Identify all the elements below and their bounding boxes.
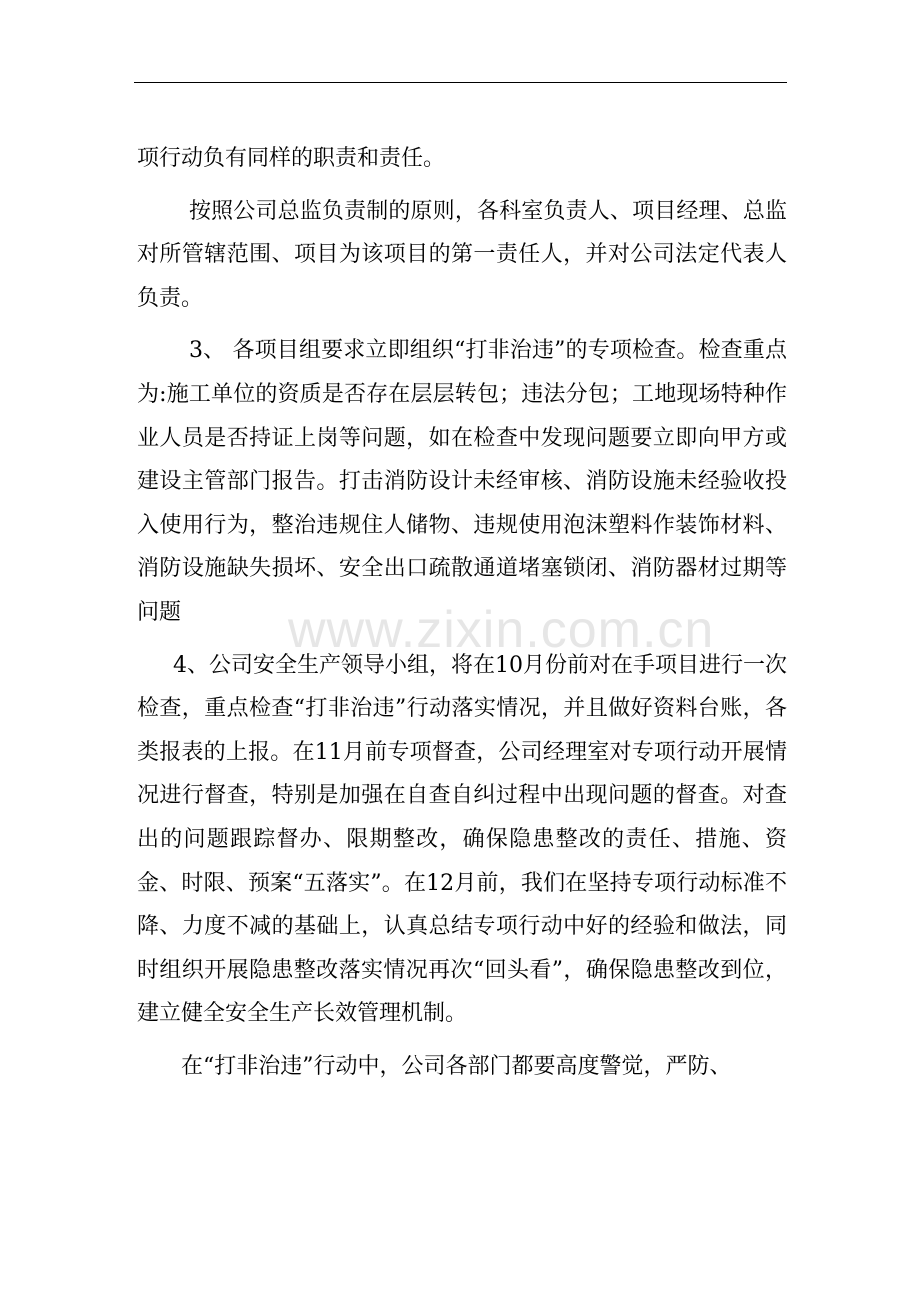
paragraph-closing: 在“打非治违”行动中，公司各部门都要高度警觉，严防、 — [181, 1053, 732, 1079]
paragraph-continuation: 项行动负有同样的职责和责任。 — [137, 146, 446, 171]
paragraph-item-4: 4、公司安全生产领导小组，将在10月份前对在手项目进行一次检查，重点检查“打非治违”行动落实情况，并且做好资料台账，各类报表的上报。在11月前专项督查，公司经理室对专项行动开展情况进行督查，特别是加强在自查自纠过程中出现问题的督查。对查出的问题跟踪督办、限期整改，确保隐患整改的责任、措施、资金、时限、预案“五落实”。在12月前，我们在坚持专项行动标准不降、力度不减的基础上，认真总结专项行动中好的经验和做法，同时组织开展隐患整改落实情况再次“回头看”，确保隐患整改到位，建立健全安全生产长效管理机制。 — [137, 652, 787, 1027]
paragraph-responsibility: 按照公司总监负责制的原则，各科室负责人、项目经理、总监对所管辖范围、项目为该项目的第一责任人，并对公司法定代表人负责。 — [137, 198, 787, 311]
document-body — [137, 137, 787, 1097]
paragraph-item-3: 3、 各项目组要求立即组织“打非治违”的专项检查。检查重点为:施工单位的资质是否存在层层转包；违法分包；工地现场特种作业人员是否持证上岗等问题，如在检查中发现问题要立即向甲方或建设主管部门报告。打击消防设计未经审核、消防设施未经验收投入使用行为，整治违规住人储物、违规使用泡沫塑料作装饰材料、消防设施缺失损坏、安全出口疏散通道堵塞锁闭、消防器材过期等问题 — [137, 338, 787, 625]
watermark-text: www.zixin.com.cn — [288, 601, 715, 659]
header-rule — [134, 82, 787, 83]
